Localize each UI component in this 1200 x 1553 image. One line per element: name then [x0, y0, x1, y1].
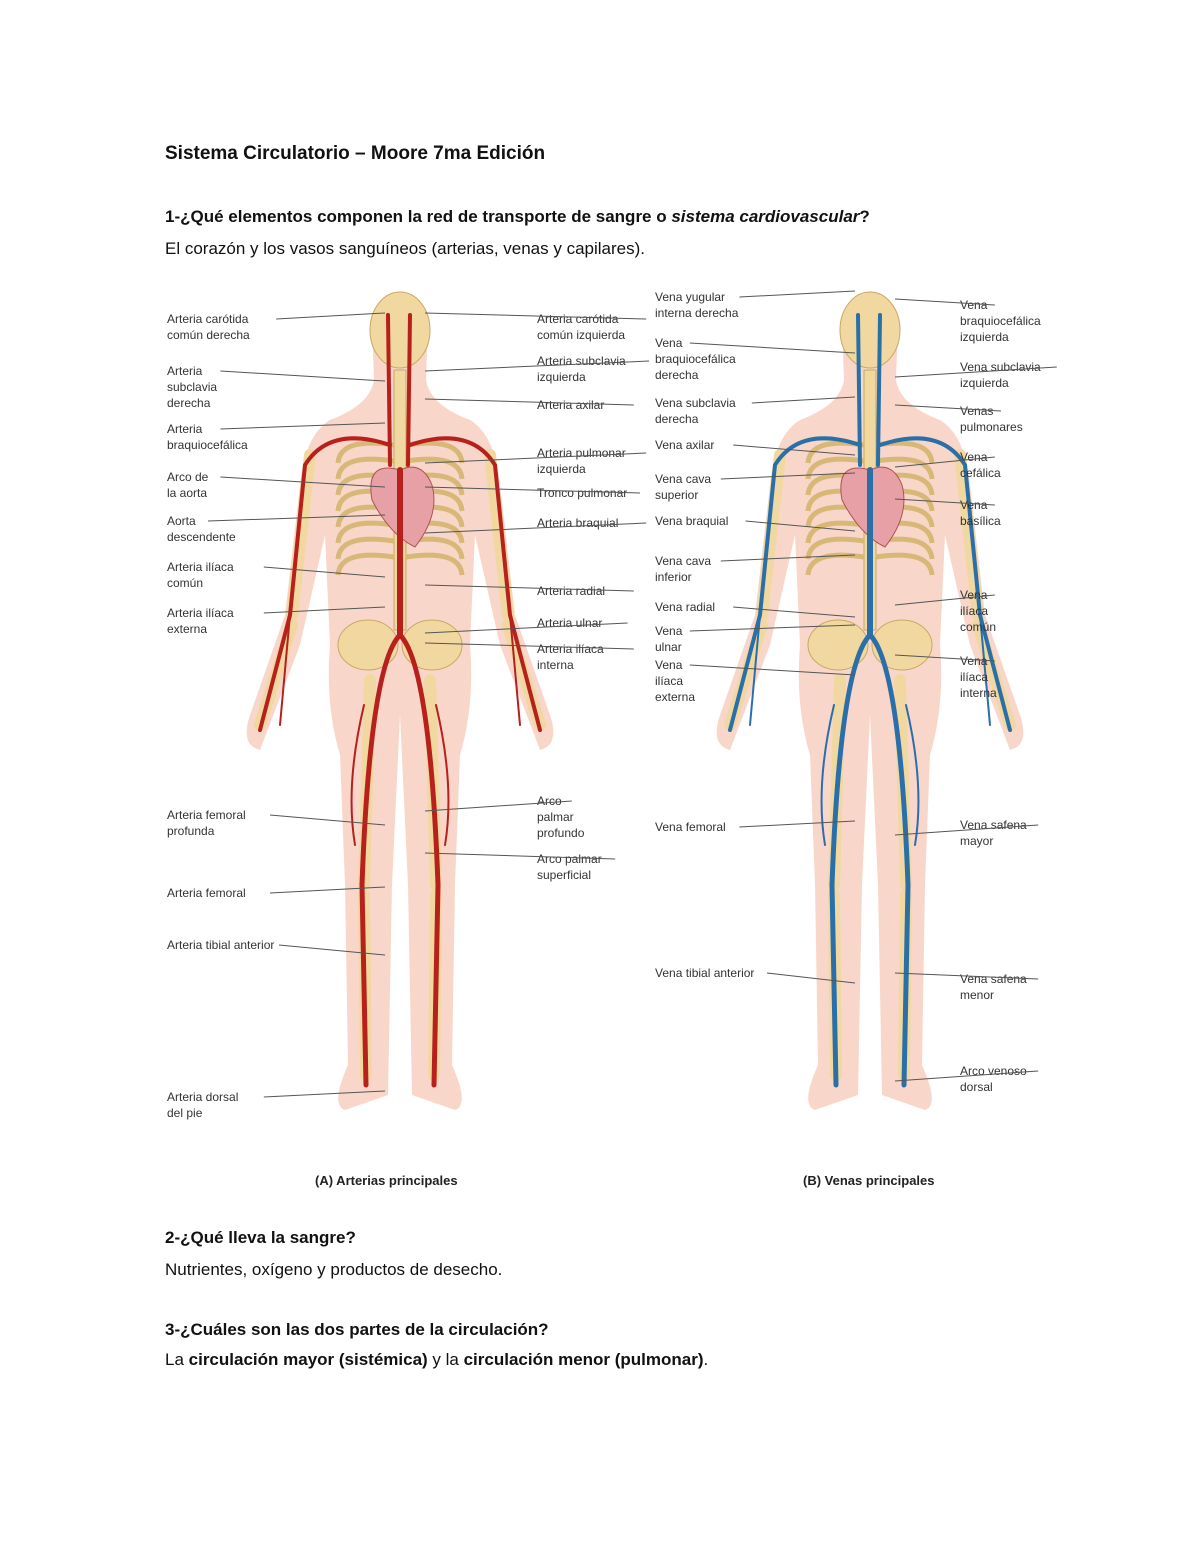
vein-right-label-line: menor — [960, 988, 995, 1002]
vein-right-label-line: izquierda — [960, 330, 1009, 344]
vein-left-label — [655, 820, 726, 834]
vein-left-label — [655, 438, 714, 452]
artery-right-label-line: Arteria subclavia — [537, 354, 626, 368]
vein-right-label-line: Vena — [960, 298, 988, 312]
vein-left-label-line: ulnar — [655, 640, 682, 654]
artery-left-label-line: Arteria ilíaca — [167, 606, 234, 620]
vein-right-label-line: Vena safena — [960, 818, 1027, 832]
artery-right-label — [537, 584, 605, 598]
vein-left-label — [655, 624, 683, 654]
vein-left-label-line: Vena cava — [655, 472, 712, 486]
circulatory-figure — [155, 285, 1095, 1195]
artery-left-label-line: del pie — [167, 1106, 203, 1120]
artery-left-label — [167, 470, 209, 500]
venous-skull — [840, 292, 900, 368]
artery-left-label — [167, 312, 250, 342]
artery-left-label — [167, 886, 246, 900]
question-2: 2-¿Qué lleva la sangre? — [165, 1228, 356, 1247]
artery-right-label-line: Arteria braquial — [537, 516, 619, 530]
artery-right-label-line: Arco — [537, 794, 562, 808]
venous-pelvis-left — [808, 620, 868, 670]
artery-right-label — [537, 354, 626, 384]
vein-right-label-line: Vena subclavia — [960, 360, 1041, 374]
vein-right-label-line: Arco venoso — [960, 1064, 1027, 1078]
vein-right-label — [960, 1064, 1027, 1094]
artery-left-label-line: subclavia — [167, 380, 218, 394]
vein-right-label-line: Vena — [960, 450, 988, 464]
artery-right-label-line: común izquierda — [537, 328, 626, 342]
vein-right-label — [960, 404, 1023, 434]
answer-3-bold-2: circulación menor (pulmonar) — [463, 1350, 704, 1369]
caption-a: (A) Arterias principales — [315, 1173, 458, 1188]
artery-left-label-line: común — [167, 576, 204, 590]
vein-right-label-line: Vena — [960, 498, 988, 512]
artery-left-label-line: Arteria — [167, 422, 203, 436]
artery-left-label-line: Arteria femoral — [167, 886, 246, 900]
vein-left-leader — [739, 291, 855, 297]
vein-left-label-line: Vena — [655, 624, 683, 638]
artery-left-label-line: Arteria femoral — [167, 808, 246, 822]
vein-left-label-line: externa — [655, 690, 696, 704]
artery-left-label-line: Arteria dorsal — [167, 1090, 239, 1104]
caption-b: (B) Venas principales — [803, 1173, 935, 1188]
artery-left-label — [167, 560, 234, 590]
answer-3-part-2: y la — [427, 1350, 464, 1369]
answer-2: Nutrientes, oxígeno y productos de desecho. — [165, 1260, 503, 1279]
question-3: 3-¿Cuáles son las dos partes de la circulación? — [165, 1320, 549, 1339]
vein-left-label-line: Vena tibial anterior — [655, 966, 755, 980]
document-title: Sistema Circulatorio – Moore 7ma Edición — [165, 143, 546, 164]
vein-left-label — [655, 966, 754, 980]
artery-right-label-line: Arteria ilíaca — [537, 642, 604, 656]
vein-left-label — [655, 554, 711, 584]
artery-right-label — [537, 446, 626, 476]
artery-right-label — [537, 486, 627, 500]
artery-left-label — [167, 808, 246, 838]
question-1 — [165, 207, 870, 227]
artery-right-label-line: izquierda — [537, 370, 586, 384]
arterial-pelvis-left — [338, 620, 398, 670]
artery-right-label-line: izquierda — [537, 462, 586, 476]
answer-1: El corazón y los vasos sanguíneos (arterias, venas y capilares). — [165, 239, 646, 258]
artery-left-label-line: Arteria — [167, 364, 203, 378]
vein-left-label — [655, 396, 736, 426]
vein-left-label — [655, 600, 715, 614]
vein-left-label-line: inferior — [655, 570, 692, 584]
vein-right-label-line: dorsal — [960, 1080, 993, 1094]
artery-left-label-line: descendente — [167, 530, 236, 544]
vein-left-label-line: Vena axilar — [655, 438, 715, 452]
vein-left-label — [655, 658, 695, 704]
answer-3-part-3: . — [703, 1350, 709, 1369]
arterial-body — [247, 292, 554, 1110]
artery-left-label-line: Arteria ilíaca — [167, 560, 234, 574]
artery-left-label — [167, 422, 248, 452]
vein-left-label-line: braquiocefálica — [655, 352, 736, 366]
artery-right-label-line: Arteria axilar — [537, 398, 605, 412]
vein-right-label-line: Vena — [960, 588, 988, 602]
artery-left-leader — [276, 313, 385, 319]
artery-left-label-line: braquiocefálica — [167, 438, 248, 452]
vein-left-label-line: superior — [655, 488, 699, 502]
circulatory-diagram — [155, 285, 1095, 1195]
vein-right-label-line: ilíaca — [960, 604, 989, 618]
artery-left-label — [167, 364, 217, 410]
answer-3-part-1: La — [165, 1350, 189, 1369]
vein-left-label-line: derecha — [655, 368, 699, 382]
artery-left-label-line: externa — [167, 622, 208, 636]
artery-right-label-line: superficial — [537, 868, 592, 882]
vein-right-label-line: pulmonares — [960, 420, 1023, 434]
arterial-skull — [370, 292, 430, 368]
artery-right-label — [537, 398, 604, 412]
vein-left-label-line: Vena femoral — [655, 820, 726, 834]
arterial-pelvis-right — [402, 620, 462, 670]
vein-right-label-line: izquierda — [960, 376, 1009, 390]
vein-left-label-line: Vena braquial — [655, 514, 729, 528]
artery-left-label-line: profunda — [167, 824, 215, 838]
artery-left-label — [167, 606, 234, 636]
artery-left-label-line: Arteria carótida — [167, 312, 249, 326]
artery-right-label-line: Arteria pulmonar — [537, 446, 626, 460]
artery-right-label — [537, 516, 618, 530]
artery-left-label — [167, 514, 236, 544]
venous-vessel — [878, 315, 880, 465]
vein-left-label-line: Vena subclavia — [655, 396, 736, 410]
answer-3 — [165, 1350, 708, 1370]
vein-left-label — [655, 514, 728, 528]
vein-right-label — [960, 818, 1027, 848]
venous-pelvis-right — [872, 620, 932, 670]
artery-left-label-line: Arteria tibial anterior — [167, 938, 275, 952]
vein-right-label-line: braquiocefálica — [960, 314, 1041, 328]
vein-left-label-line: Vena cava — [655, 554, 712, 568]
artery-right-label-line: Tronco pulmonar — [537, 486, 628, 500]
vein-left-label-line: interna derecha — [655, 306, 739, 320]
artery-left-label — [167, 938, 274, 952]
artery-left-label-line: derecha — [167, 396, 211, 410]
artery-left-label — [167, 1090, 238, 1120]
vein-left-label-line: Vena radial — [655, 600, 716, 614]
artery-right-label-line: Arco palmar — [537, 852, 602, 866]
vein-right-label-line: Vena — [960, 654, 988, 668]
vein-right-label-line: Venas — [960, 404, 994, 418]
vein-left-label-line: Vena yugular — [655, 290, 726, 304]
vein-right-label-line: Vena safena — [960, 972, 1027, 986]
vein-right-label-line: interna — [960, 686, 997, 700]
vein-left-label-line: Vena — [655, 658, 683, 672]
question-1-suffix: ? — [859, 207, 870, 226]
vein-left-label — [655, 472, 711, 502]
vein-right-label-line: basílica — [960, 514, 1001, 528]
question-1-prefix: 1-¿Qué elementos componen la red de transporte de sangre o — [165, 207, 672, 226]
artery-right-label-line: Arteria radial — [537, 584, 606, 598]
artery-left-leader — [220, 371, 385, 381]
artery-right-label-line: Arteria ulnar — [537, 616, 603, 630]
answer-3-bold-1: circulación mayor (sistémica) — [188, 1350, 428, 1369]
artery-left-label-line: Aorta — [167, 514, 196, 528]
vein-left-label-line: derecha — [655, 412, 699, 426]
arterial-vessel — [408, 315, 410, 465]
artery-right-label-line: profundo — [537, 826, 585, 840]
artery-left-label-line: la aorta — [167, 486, 208, 500]
vein-right-label — [960, 588, 996, 634]
vein-right-label-line: ilíaca — [960, 670, 989, 684]
vein-right-label-line: común — [960, 620, 997, 634]
vein-right-label — [960, 298, 1041, 344]
artery-right-label-line: palmar — [537, 810, 574, 824]
artery-right-label — [537, 794, 585, 840]
artery-left-label-line: común derecha — [167, 328, 250, 342]
vein-right-label — [960, 360, 1041, 390]
artery-right-label-line: interna — [537, 658, 574, 672]
vein-left-label — [655, 290, 739, 320]
question-1-italic: sistema cardiovascular — [671, 207, 860, 226]
artery-right-label — [537, 616, 602, 630]
artery-left-label-line: Arco de — [167, 470, 209, 484]
artery-right-label-line: Arteria carótida — [537, 312, 619, 326]
vein-left-label-line: Vena — [655, 336, 683, 350]
vein-right-label-line: cefálica — [960, 466, 1001, 480]
vein-right-label-line: mayor — [960, 834, 994, 848]
vein-left-label-line: ilíaca — [655, 674, 684, 688]
